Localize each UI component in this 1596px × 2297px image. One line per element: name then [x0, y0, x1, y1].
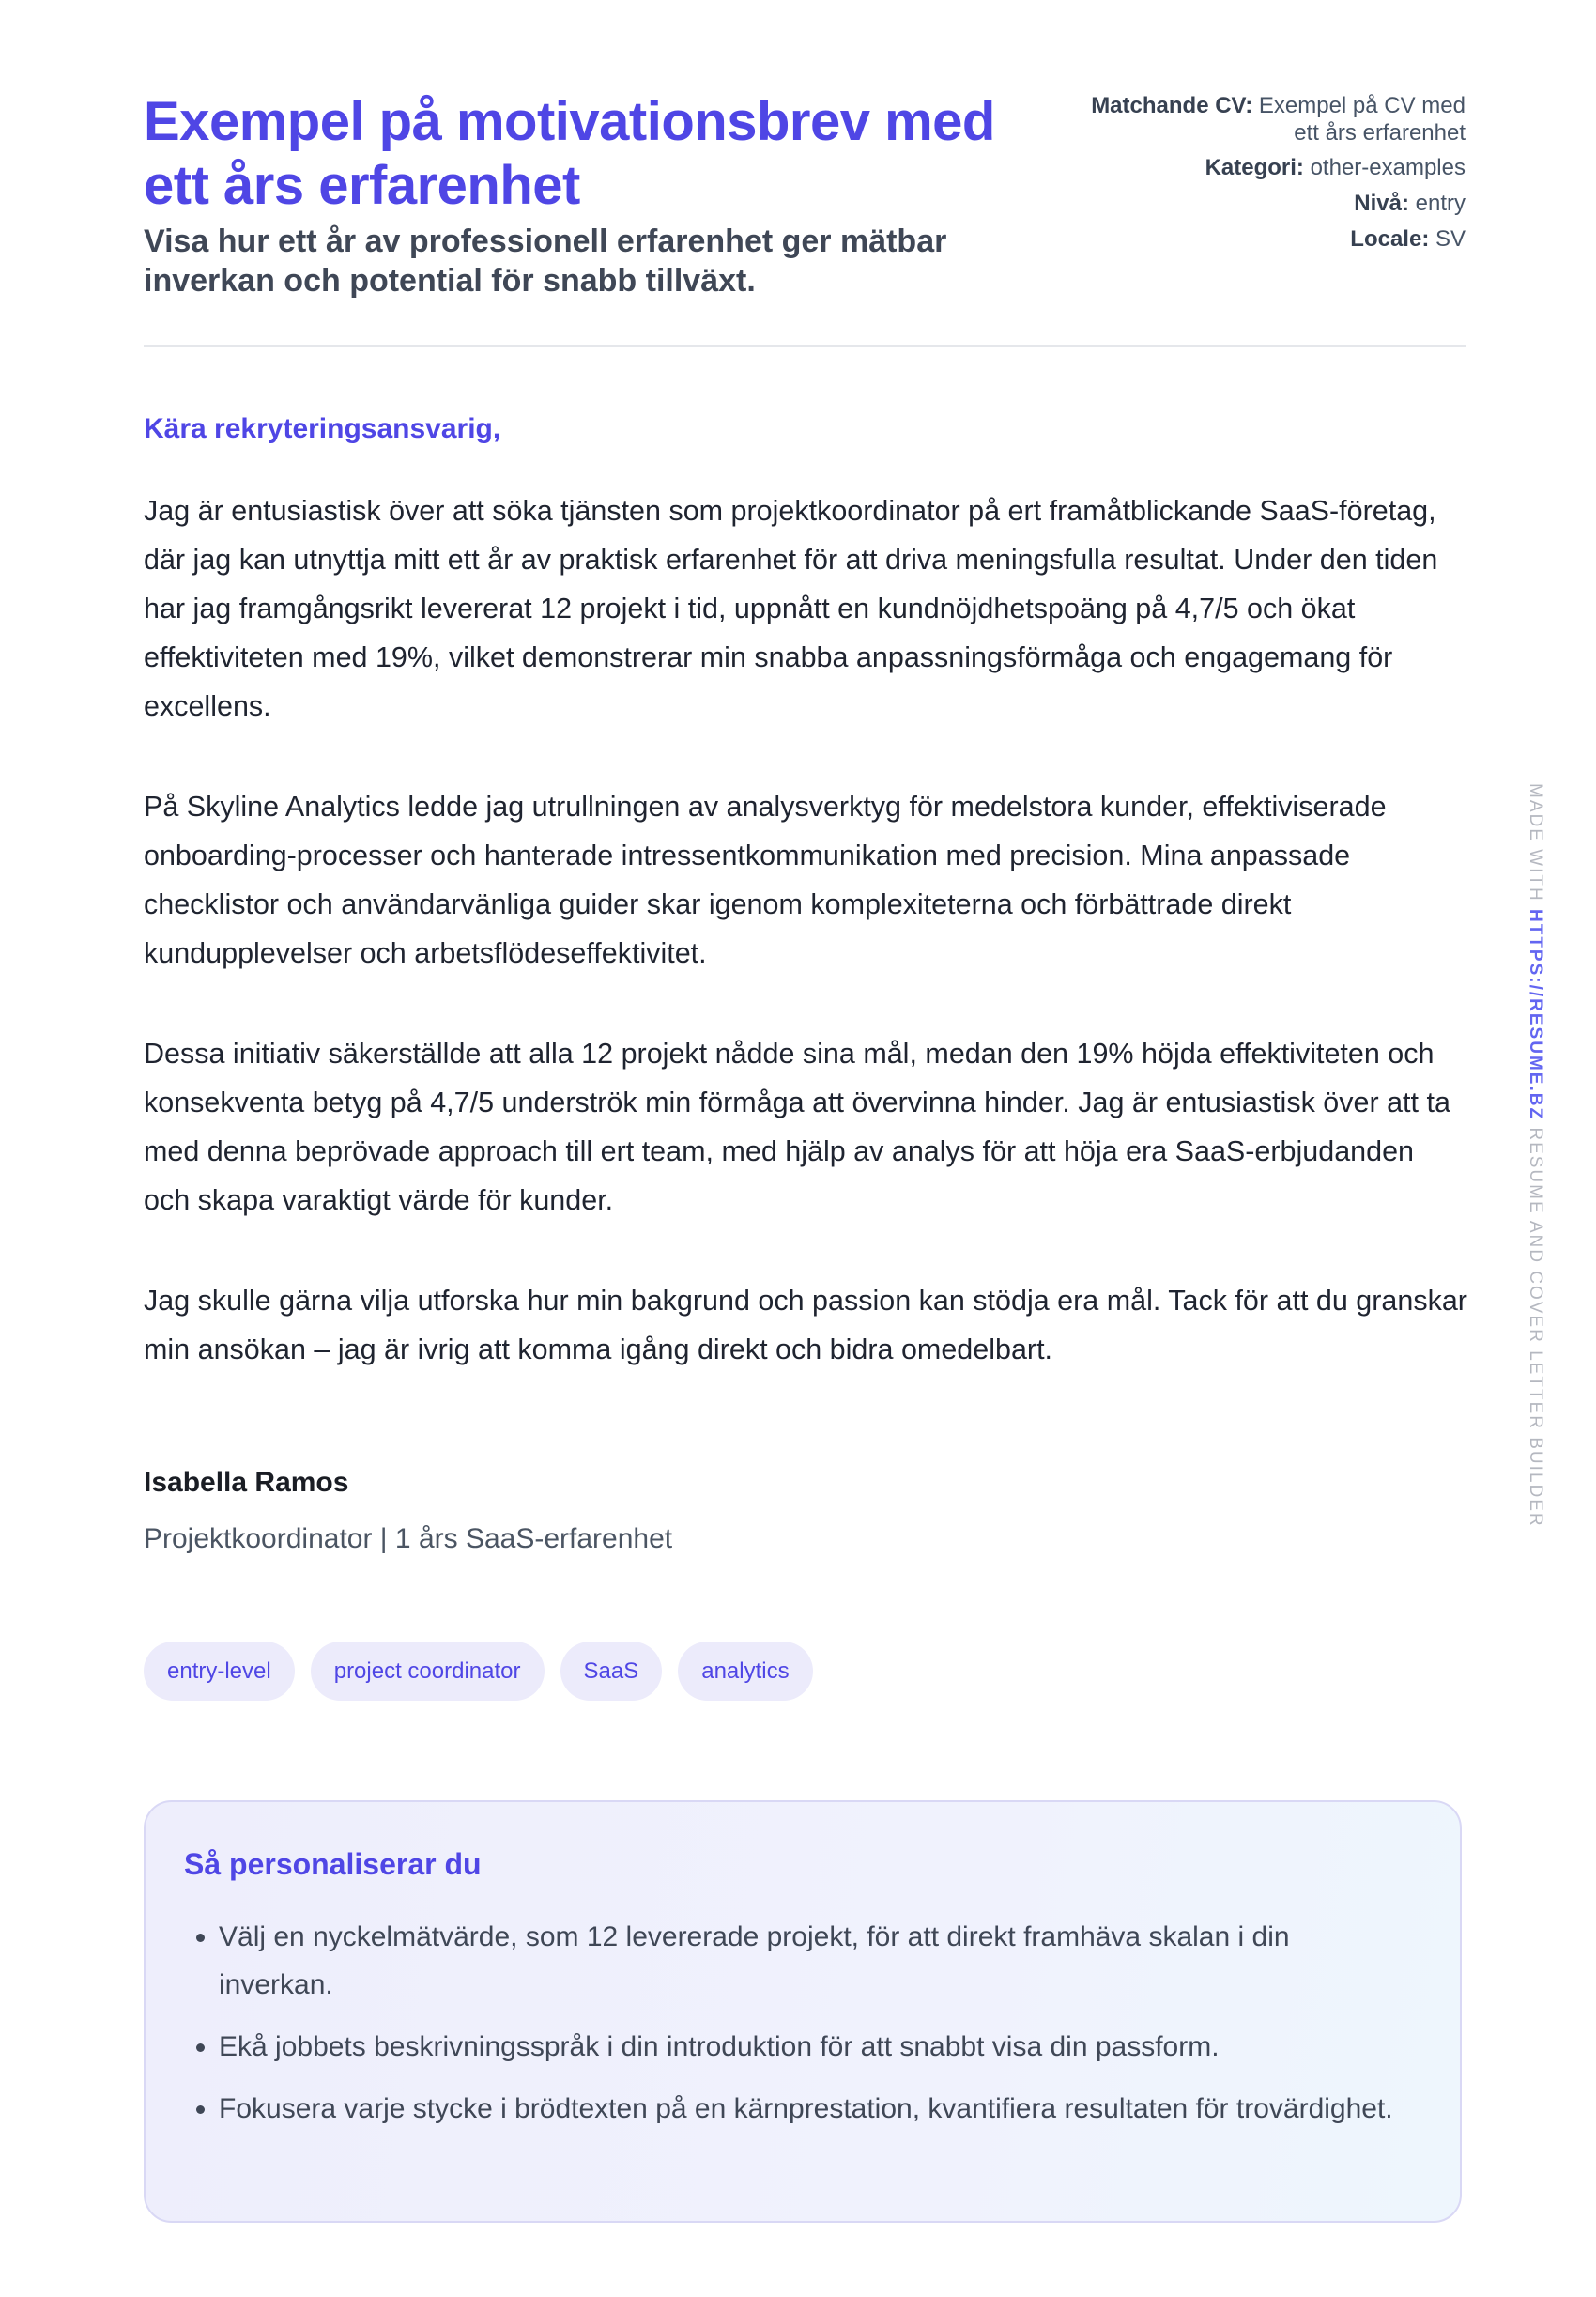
paragraph: På Skyline Analytics ledde jag utrullningen av analysverktyg för medelstora kunder, effektiviserade onboarding-processer och hanterade intressentkommunikation med precision. Mina anpassade checklistor och användarvänliga guider skar igenom komplexiteterna och förbättrade direkt kundupplevelser och arbetsflödeseffektivitet.	[144, 791, 1387, 969]
divider	[144, 345, 1466, 347]
side-banner-suffix: RESUME AND COVER LETTER BUILDER	[1526, 1127, 1545, 1528]
meta-level	[1071, 190, 1466, 218]
meta-label: Nivå:	[1354, 191, 1409, 216]
side-banner-link[interactable]: HTTPS://RESUME.BZ	[1526, 909, 1545, 1121]
tips-list	[183, 1913, 1402, 2147]
meta-category	[1071, 154, 1466, 182]
paragraph: Jag skulle gärna vilja utforska hur min bakgrund och passion kan stödja era mål. Tack för att du granskar min ansökan – jag är ivrig att komma igång direkt och bidra omedelbart.	[144, 1285, 1467, 1365]
personalization-tips-box	[144, 1800, 1462, 2223]
tag[interactable]: project coordinator	[311, 1642, 545, 1701]
side-banner	[1525, 783, 1545, 1553]
signature-title: Projektkoordinator | 1 års SaaS-erfarenhet	[144, 1523, 673, 1554]
signature-name: Isabella Ramos	[144, 1467, 349, 1498]
meta-value: other-examples	[1310, 155, 1466, 180]
letter-body	[144, 486, 1467, 1426]
salutation: Kära rekryteringsansvarig,	[144, 413, 501, 444]
meta-value: SV	[1435, 226, 1466, 252]
tips-heading: Så personaliserar du	[184, 1847, 482, 1881]
side-banner-prefix: MADE WITH	[1526, 783, 1545, 902]
tip-item: • Välj en nyckelmätvärde, som 12 levererade projekt, för att direkt framhäva skalan i din inverkan.	[219, 1913, 1402, 2009]
paragraph: Dessa initiativ säkerställde att alla 12 projekt nådde sina mål, medan den 19% höjda effektiviteten och konsekventa betyg på 4,7/5 underströk min förmåga att övervinna hinder. Jag är entusiastisk över att ta med denna beprövade approach till ert team, med hjälp av analys för att höja era SaaS-erbjudanden och skapa varaktigt värde för kunder.	[144, 1038, 1450, 1216]
meta-info	[1071, 92, 1466, 261]
tag[interactable]: entry-level	[144, 1642, 295, 1701]
tip-item: • Fokusera varje stycke i brödtexten på en kärnprestation, kvantifiera resultaten för trovärdighet.	[219, 2085, 1402, 2133]
meta-matching-cv	[1071, 92, 1466, 146]
tag[interactable]: SaaS	[560, 1642, 663, 1701]
paragraph: Jag är entusiastisk över att söka tjänsten som projektkoordinator på ert framåtblickande SaaS-företag, där jag kan utnyttja mitt ett år av praktisk erfarenhet för att driva meningsfulla resultat. Under den tiden har jag framgångsrikt levererat 12 projekt i tid, uppnått en kundnöjdhetspoäng på 4,7/5 och ökat effektiviteten med 19%, vilket demonstrerar min snabba anpassningsförmåga och engagemang för excellens.	[144, 495, 1438, 722]
tip-item: • Ekå jobbets beskrivningsspråk i din introduktion för att snabbt visa din passform.	[219, 2023, 1402, 2071]
meta-label: Locale:	[1350, 226, 1430, 252]
tag-list	[144, 1642, 813, 1701]
page-subtitle: Visa hur ett år av professionell erfarenhet ger mätbar inverkan och potential för snabb tillväxt.	[144, 224, 947, 299]
page-title: Exempel på motivationsbrev med ett års erfarenhet	[144, 91, 995, 216]
meta-value: entry	[1415, 191, 1466, 216]
meta-label: Kategori:	[1205, 155, 1304, 180]
meta-label: Matchande CV:	[1091, 93, 1253, 118]
meta-locale	[1071, 225, 1466, 254]
tag[interactable]: analytics	[678, 1642, 812, 1701]
meta-value: Exempel på CV med ett års erfarenhet	[1258, 93, 1466, 146]
